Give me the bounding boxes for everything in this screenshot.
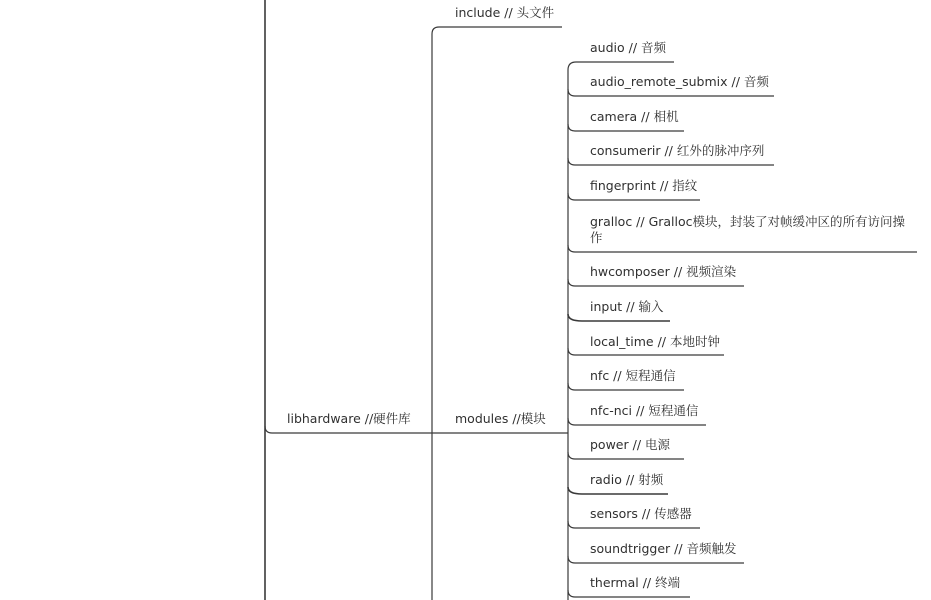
node-gralloc[interactable]: gralloc // Gralloc模块，封装了对帧缓冲区的所有访问操作	[590, 214, 906, 245]
node-nfc[interactable]: nfc // 短程通信	[590, 368, 676, 383]
node-hwcomposer[interactable]: hwcomposer // 视频渲染	[590, 264, 737, 279]
link-input	[568, 314, 670, 321]
node-modules[interactable]: modules //模块	[455, 411, 546, 426]
node-power[interactable]: power // 电源	[590, 437, 671, 452]
node-sensors[interactable]: sensors // 传感器	[590, 506, 692, 521]
link-fingerprint	[568, 193, 700, 200]
link-camera	[568, 124, 684, 131]
link-radio	[568, 487, 668, 494]
libhardware-branch	[265, 426, 432, 433]
link-nfc-nci	[568, 418, 706, 425]
node-fingerprint[interactable]: fingerprint // 指纹	[590, 178, 698, 193]
link-power	[568, 452, 684, 459]
node-audio-remote-submix[interactable]: audio_remote_submix // 音频	[590, 74, 769, 89]
node-thermal[interactable]: thermal // 终端	[590, 575, 681, 590]
node-libhardware[interactable]: libhardware //硬件库	[287, 411, 411, 426]
node-consumerir[interactable]: consumerir // 红外的脉冲序列	[590, 143, 765, 158]
link-soundtrigger	[568, 556, 744, 563]
link-thermal	[568, 590, 690, 597]
link-audio_remote_submix	[568, 89, 774, 96]
node-soundtrigger[interactable]: soundtrigger // 音频触发	[590, 541, 737, 556]
node-audio[interactable]: audio // 音频	[590, 40, 667, 55]
link-gralloc	[568, 245, 917, 252]
node-camera[interactable]: camera // 相机	[590, 109, 679, 124]
level1-spine	[432, 27, 562, 34]
link-hwcomposer	[568, 279, 744, 286]
node-input[interactable]: input // 输入	[590, 299, 664, 314]
link-consumerir	[568, 158, 774, 165]
node-radio[interactable]: radio // 射频	[590, 472, 664, 487]
link-nfc	[568, 383, 684, 390]
node-nfc-nci[interactable]: nfc-nci // 短程通信	[590, 403, 699, 418]
node-local-time[interactable]: local_time // 本地时钟	[590, 334, 720, 349]
modules-spine	[568, 62, 674, 70]
node-include[interactable]: include // 头文件	[455, 5, 555, 20]
link-sensors	[568, 521, 700, 528]
